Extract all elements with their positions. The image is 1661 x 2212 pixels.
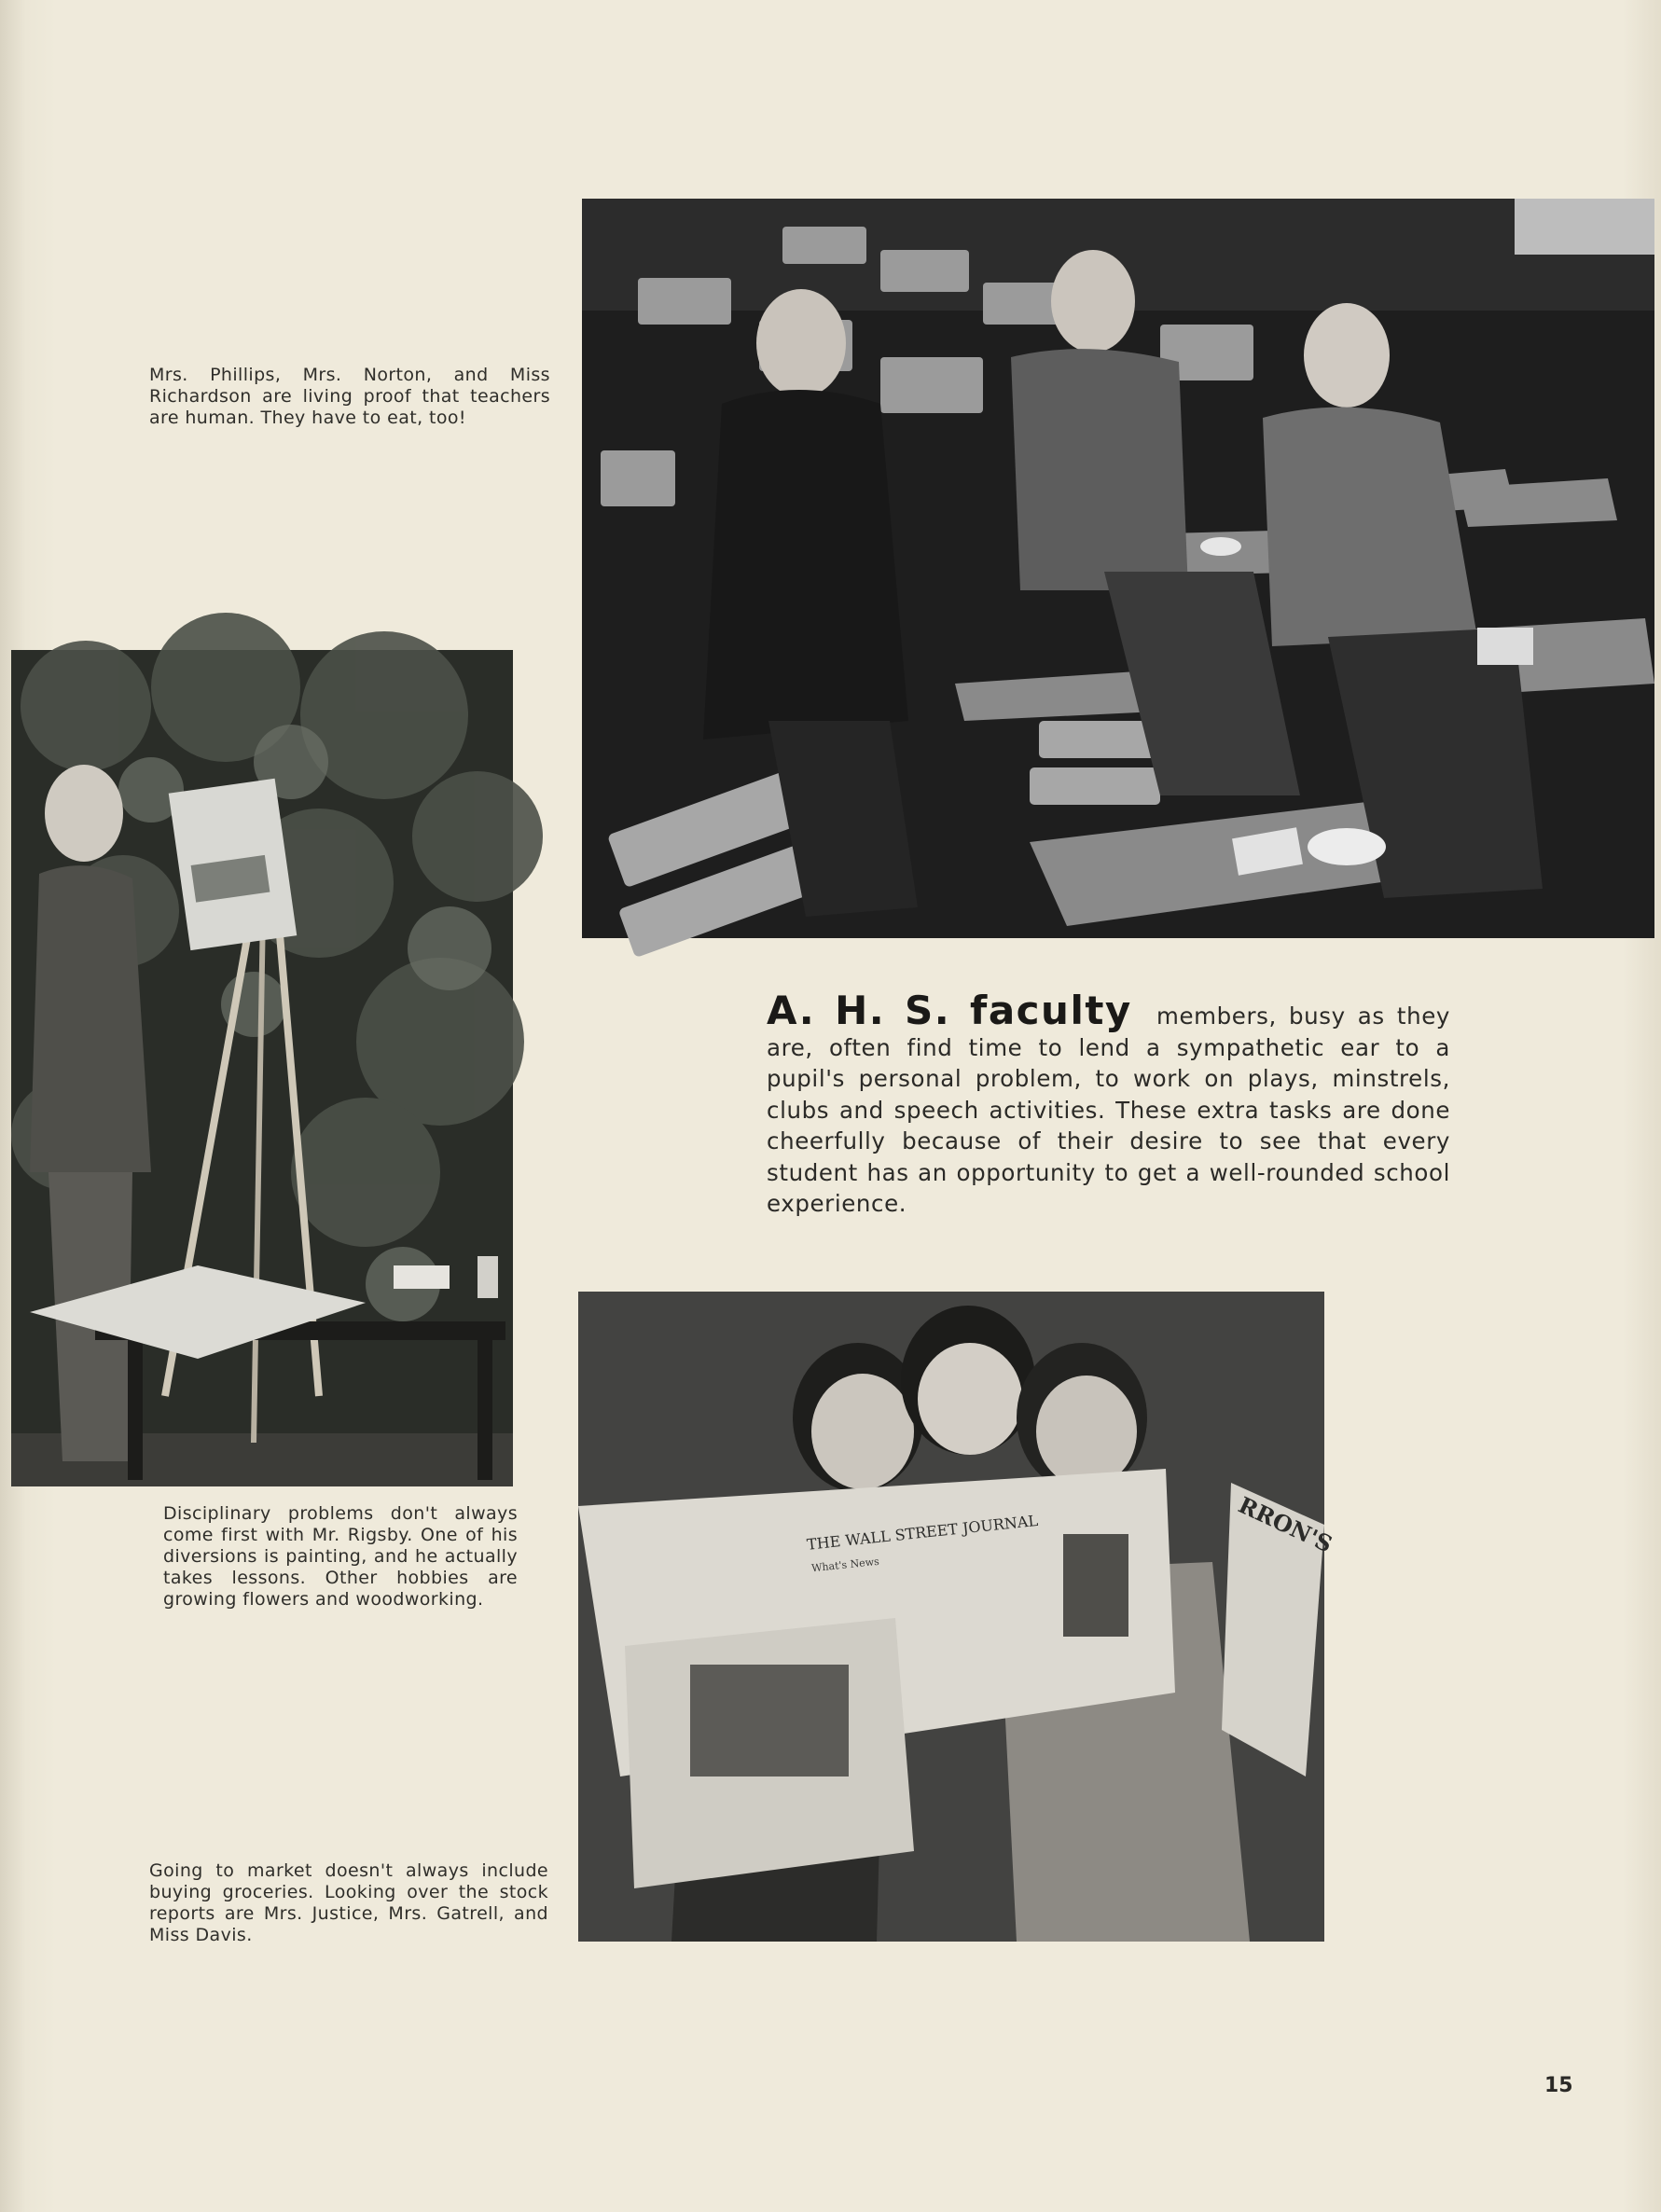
caption-teachers-lunch: Mrs. Phillips, Mrs. Norton, and Miss Richardson are living proof that teachers are human. They have to eat, too! — [149, 365, 550, 428]
caption-women-newspaper: Going to market doesn't always include buying groceries. Looking over the stock reports are Mrs. Justice, Mrs. Gatrell, and Miss Davis. — [149, 1860, 548, 1945]
teachers-lunch-image — [582, 199, 1654, 938]
faculty-intro-lead: A. H. S. faculty — [767, 988, 1132, 1033]
caption-man-painting: Disciplinary problems don't always come first with Mr. Rigsby. One of his diversions is painting, and he actually takes lessons. Other hobbies are growing flowers and woodworking. — [163, 1503, 518, 1610]
man-painting-image — [11, 650, 513, 1486]
page-number: 15 — [1544, 2074, 1573, 2097]
faculty-intro — [767, 988, 1450, 1220]
faculty-intro-body: members, busy as they are, often find time to lend a sympathetic ear to a pupil's personal problem, to work on plays, minstrels, clubs and speech activities. These extra tasks are done cheerfully because of their desire to see that every student has an opportunity to get a well-rounded school experience. — [767, 1002, 1450, 1217]
photo-teachers-lunch — [582, 199, 1654, 938]
newspaper-column-head: What's News — [810, 1555, 880, 1575]
photo-man-painting — [11, 650, 513, 1486]
photo-women-newspaper — [578, 1292, 1337, 1942]
newspaper-masthead: THE WALL STREET JOURNAL — [806, 1511, 1039, 1554]
second-paper-title: RRON'S — [1234, 1490, 1337, 1558]
women-newspaper-image — [578, 1292, 1337, 1942]
